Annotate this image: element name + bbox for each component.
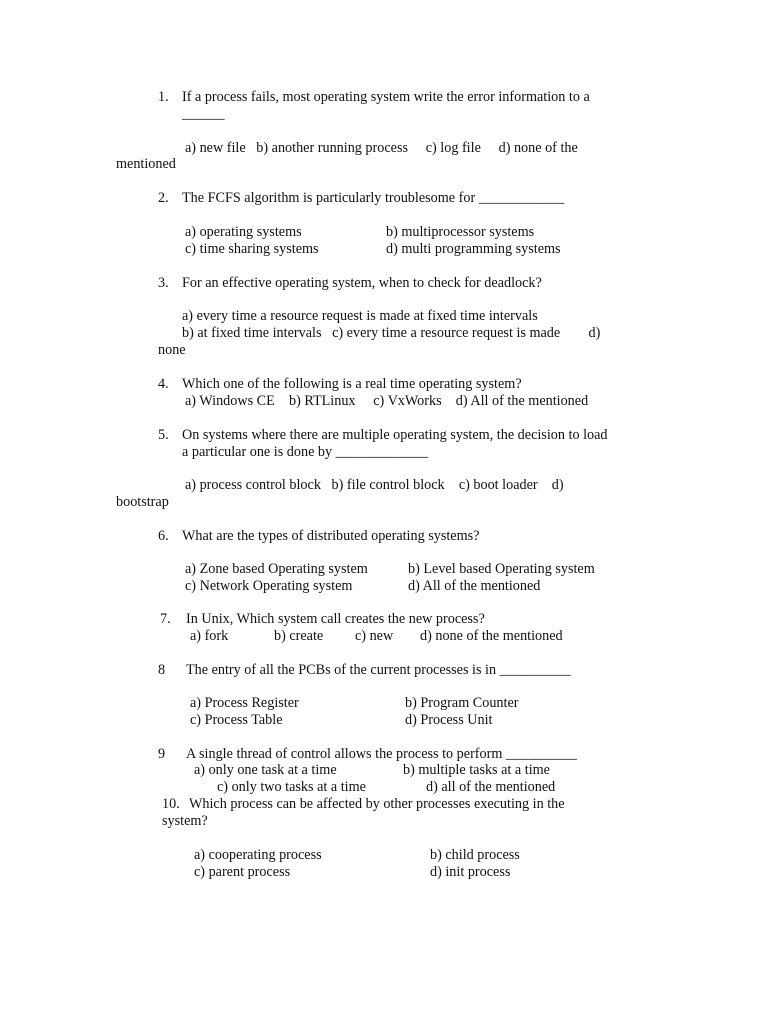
question-7-option-d: d) none of the mentioned — [420, 628, 563, 644]
question-2-number: 2. — [158, 190, 169, 206]
question-4-prompt: Which one of the following is a real time operating system? — [182, 376, 522, 392]
question-6-option-c: c) Network Operating system — [185, 578, 353, 594]
question-1-prompt: If a process fails, most operating system write the error information to a — [182, 89, 590, 105]
question-2-option-b: b) multiprocessor systems — [386, 224, 535, 240]
question-5-number: 5. — [158, 427, 169, 443]
question-6-option-b: b) Level based Operating system — [408, 561, 595, 577]
question-10-prompt: Which process can be affected by other processes executing in the — [189, 796, 565, 812]
question-6-number: 6. — [158, 528, 169, 544]
question-8-number: 8 — [158, 662, 166, 678]
question-2-option-d: d) multi programming systems — [386, 241, 561, 257]
question-7-number: 7. — [160, 611, 171, 627]
question-8-prompt: The entry of all the PCBs of the current processes is in __________ — [186, 662, 571, 678]
question-3-prompt: For an effective operating system, when to check for deadlock? — [182, 275, 542, 291]
question-10-option-a: a) cooperating process — [194, 847, 322, 863]
question-4-options: a) Windows CE b) RTLinux c) VxWorks d) All of the mentioned — [185, 393, 589, 409]
question-3-options-line-1: a) every time a resource request is made at fixed time intervals — [182, 308, 538, 324]
question-9-option-a: a) only one task at a time — [194, 762, 337, 778]
question-1-blank: ______ — [182, 106, 225, 122]
question-7-option-a: a) fork — [190, 628, 229, 644]
question-4-number: 4. — [158, 376, 169, 392]
question-7-prompt: In Unix, Which system call creates the new process? — [186, 611, 485, 627]
question-2-option-a: a) operating systems — [185, 224, 302, 240]
question-9-number: 9 — [158, 746, 166, 762]
question-8-option-a: a) Process Register — [190, 695, 299, 711]
question-10-option-b: b) child process — [430, 847, 520, 863]
question-5-options-continued: bootstrap — [116, 494, 169, 510]
question-1-number: 1. — [158, 89, 169, 105]
question-7-option-c: c) new — [355, 628, 394, 644]
question-3-options-line-2: b) at fixed time intervals c) every time a resource request is made d) — [182, 325, 601, 341]
question-2-option-c: c) time sharing systems — [185, 241, 319, 257]
question-9-option-b: b) multiple tasks at a time — [403, 762, 550, 778]
question-10-number: 10. — [162, 796, 180, 812]
question-6-prompt: What are the types of distributed operating systems? — [182, 528, 480, 544]
question-9-option-c: c) only two tasks at a time — [217, 779, 366, 795]
question-6-option-d: d) All of the mentioned — [408, 578, 541, 594]
question-8-option-d: d) Process Unit — [405, 712, 493, 728]
question-10-option-d: d) init process — [430, 864, 511, 880]
question-5-prompt: On systems where there are multiple operating system, the decision to load — [182, 427, 608, 443]
question-1-options: a) new file b) another running process c) log file d) none of the — [185, 140, 578, 156]
question-1-options-continued: mentioned — [116, 156, 176, 172]
question-9-option-d: d) all of the mentioned — [426, 779, 556, 795]
question-5-options: a) process control block b) file control block c) boot loader d) — [185, 477, 564, 493]
question-6-option-a: a) Zone based Operating system — [185, 561, 368, 577]
question-3-number: 3. — [158, 275, 169, 291]
question-9-prompt: A single thread of control allows the process to perform __________ — [186, 746, 577, 762]
question-8-option-c: c) Process Table — [190, 712, 283, 728]
question-5-prompt-continued: a particular one is done by _____________ — [182, 444, 428, 460]
question-2-prompt: The FCFS algorithm is particularly troublesome for ____________ — [182, 190, 564, 206]
question-8-option-b: b) Program Counter — [405, 695, 519, 711]
question-7-option-b: b) create — [274, 628, 324, 644]
question-10-option-c: c) parent process — [194, 864, 291, 880]
question-3-options-line-3: none — [158, 342, 186, 358]
question-10-prompt-continued: system? — [162, 813, 208, 829]
